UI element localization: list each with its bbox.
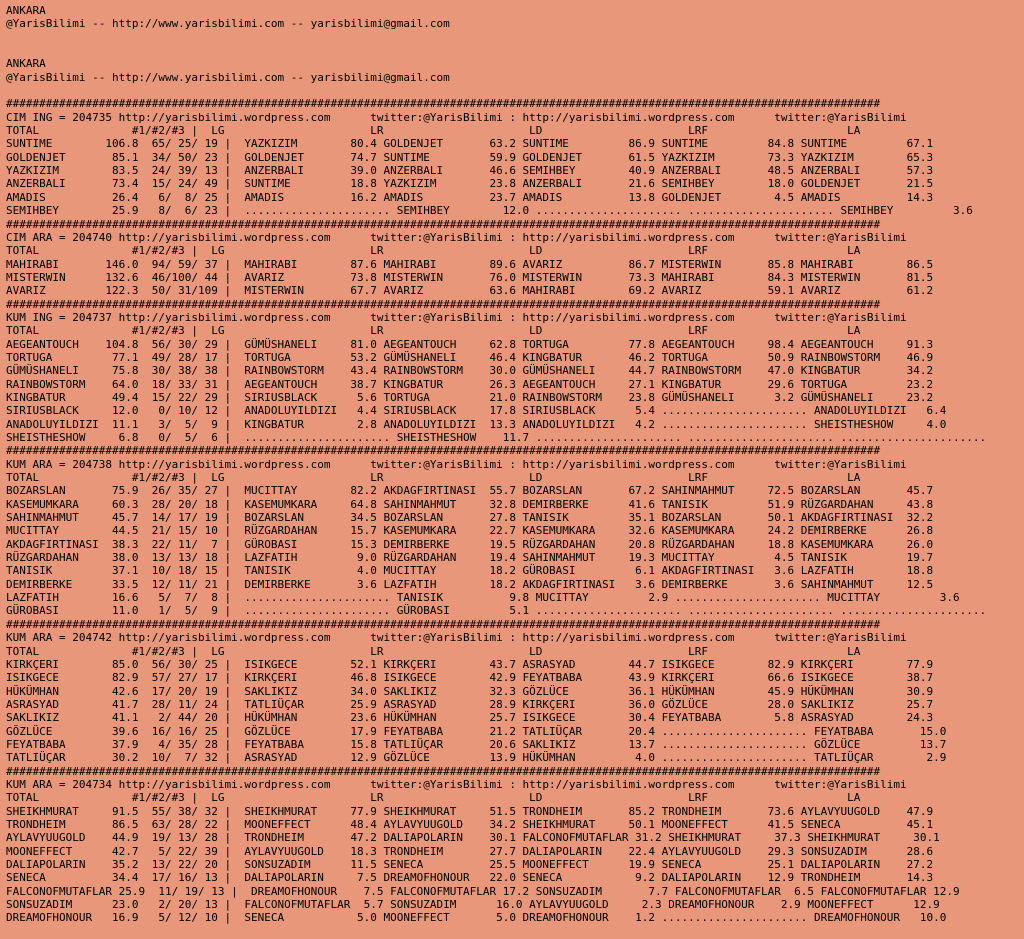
report-line: TOTAL #1/#2/#3 | LG LR LD LRF LA [6,124,861,138]
report-line: TOTAL #1/#2/#3 | LG LR LD LRF LA [6,324,861,338]
report-line: SIRIUSBLACK 12.0 0/ 10/ 12 | ANADOLUYILDIZI 4.4 SIRIUSBLACK 17.8 SIRIUSBLACK 5.4 ...................... ANADOLUYILDIZI 6.4 [6,404,947,418]
report-line: SENECA 34.4 17/ 16/ 13 | DALIAPOLARIN 7.5 DREAMOFHONOUR 22.0 SENECA 9.2 DALIAPOLARIN 12.9 TRONDHEIM 14.3 [6,871,934,885]
report-line: DEMIRBERKE 33.5 12/ 11/ 21 | DEMIRBERKE 3.6 LAZFATIH 18.2 AKDAGFIRTINASI 3.6 DEMIRBERKE 3.6 SAHINMAHMUT 12.5 [6,577,934,591]
report-line: KUM ING = 204737 http://yarisbilimi.wordpress.com twitter:@YarisBilimi : http://yarisbilimi.wordpress.com twitter:@YarisBilimi [6,310,907,324]
report-line: MUCITTAY 44.5 21/ 15/ 10 | RÜZGARDAHAN 15.7 KASEMUMKARA 22.7 KASEMUMKARA 32.6 KASEMUMKARA 24.2 DEMIRBERKE 26.8 [6,524,934,538]
report-line: ANKARA [6,57,46,71]
report-line: SONSUZADIM 23.0 2/ 20/ 13 | FALCONOFMUTAFLAR 5.7 SONSUZADIM 16.0 AYLAVYUUGOLD 2.3 DREAMOFHONOUR 2.9 MOONEFFECT 12.9 [6,898,940,912]
report-line: RÜZGARDAHAN 38.0 13/ 13/ 18 | LAZFATIH 9.0 RÜZGARDAHAN 19.4 SAHINMAHMUT 19.3 MUCITTAY 4.5 TANISIK 19.7 [6,551,934,565]
report-line: #################################################################################################################################### [6,764,881,778]
report-line: YAZKIZIM 83.5 24/ 39/ 13 | ANZERBALI 39.0 ANZERBALI 46.6 SEMIHBEY 40.9 ANZERBALI 48.5 ANZERBALI 57.3 [6,164,934,178]
report-line: #################################################################################################################################### [6,297,881,311]
blank-line [6,31,1018,44]
report-line: FEYATBABA 37.9 4/ 35/ 28 | FEYATBABA 15.8 TATLIÜÇAR 20.6 SAKLIKIZ 13.7 ...................... GÖZLÜCE 13.7 [6,737,947,751]
report-line: @YarisBilimi -- http://www.yarisbilimi.com -- yarisbilimi@gmail.com [6,17,450,31]
report-line: ANKARA [6,4,46,17]
report-line: ANZERBALI 73.4 15/ 24/ 49 | SUNTIME 18.8 YAZKIZIM 23.8 ANZERBALI 21.6 SEMIHBEY 18.0 GOLDENJET 21.5 [6,177,934,191]
report-line: FALCONOFMUTAFLAR 25.9 11/ 19/ 13 | DREAMOFHONOUR 7.5 FALCONOFMUTAFLAR 17.2 SONSUZADIM 7.7 FALCONOFMUTAFLAR 6.5 FALCONOFMUTAFLAR 12.9 [6,884,960,898]
report-line: GÜMÜSHANELI 75.8 30/ 38/ 38 | RAINBOWSTORM 43.4 RAINBOWSTORM 30.0 GÜMÜSHANELI 44.7 RAINBOWSTORM 47.0 KINGBATUR 34.2 [6,364,934,378]
report-line: TOTAL #1/#2/#3 | LG LR LD LRF LA [6,791,861,805]
report-line: #################################################################################################################################### [6,444,881,458]
report-line: DALIAPOLARIN 35.2 13/ 22/ 20 | SONSUZADIM 11.5 SENECA 25.5 MOONEFFECT 19.9 SENECA 25.1 DALIAPOLARIN 27.2 [6,858,934,871]
report-line: CIM ARA = 204740 http://yarisbilimi.wordpress.com twitter:@YarisBilimi : http://yarisbilimi.wordpress.com twitter:@YarisBilimi [6,230,907,244]
report-line: @YarisBilimi -- http://www.yarisbilimi.com -- yarisbilimi@gmail.com [6,70,450,84]
blank-line [6,44,1018,57]
report-line: GOLDENJET 85.1 34/ 50/ 23 | GOLDENJET 74.7 SUNTIME 59.9 GOLDENJET 61.5 YAZKIZIM 73.3 YAZKIZIM 65.3 [6,150,934,164]
report-line: LAZFATIH 16.6 5/ 7/ 8 | ...................... TANISIK 9.8 MUCITTAY 2.9 ...................... MUCITTAY 3.6 [6,591,960,605]
report-line: AYLAVYUUGOLD 44.9 19/ 13/ 28 | TRONDHEIM 47.2 DALIAPOLARIN 30.1 FALCONOFMUTAFLAR 31.2 SHEIKHMURAT 37.3 SHEIKHMURAT 30.1 [6,831,940,845]
report-line: TOTAL #1/#2/#3 | LG LR LD LRF LA [6,644,861,658]
report-line: TOTAL #1/#2/#3 | LG LR LD LRF LA [6,244,861,258]
report-line: TATLIÜÇAR 30.2 10/ 7/ 32 | ASRASYAD 12.9 GÖZLÜCE 13.9 HÜKÜMHAN 4.0 ...................... TATLIÜÇAR 2.9 [6,751,947,765]
report-line: MOONEFFECT 42.7 5/ 22/ 39 | AYLAVYUUGOLD 18.3 TRONDHEIM 27.7 DALIAPOLARIN 22.4 AYLAVYUUGOLD 29.3 SONSUZADIM 28.6 [6,844,934,858]
report-line: KUM ARA = 204738 http://yarisbilimi.wordpress.com twitter:@YarisBilimi : http://yarisbilimi.wordpress.com twitter:@YarisBilimi [6,457,907,471]
report-line: ASRASYAD 41.7 28/ 11/ 24 | TATLIÜÇAR 25.9 ASRASYAD 28.9 KIRKÇERI 36.0 GÖZLÜCE 28.0 SAKLIKIZ 25.7 [6,697,934,711]
report-line: SHEISTHESHOW 6.8 0/ 5/ 6 | ...................... SHEISTHESHOW 11.7 ...................... ...................... ...................... [6,431,987,444]
report-line: KASEMUMKARA 60.3 28/ 20/ 18 | KASEMUMKARA 64.8 SAHINMAHMUT 32.8 DEMIRBERKE 41.6 TANISIK 51.9 RÜZGARDAHAN 43.8 [6,497,934,511]
report-line: KUM ARA = 204742 http://yarisbilimi.wordpress.com twitter:@YarisBilimi : http://yarisbilimi.wordpress.com twitter:@YarisBilimi [6,631,907,645]
report-line: #################################################################################################################################### [6,617,881,631]
report-line: TRONDHEIM 86.5 63/ 28/ 22 | MOONEFFECT 48.4 AYLAVYUUGOLD 34.2 SHEIKHMURAT 50.1 MOONEFFECT 41.5 SENECA 45.1 [6,817,934,831]
report-line: MAHIRABI 146.0 94/ 59/ 37 | MAHIRABI 87.6 MAHIRABI 89.6 AVARIZ 86.7 MISTERWIN 85.8 MAHIRABI 86.5 [6,257,934,271]
report-line: SAKLIKIZ 41.1 2/ 44/ 20 | HÜKÜMHAN 23.6 HÜKÜMHAN 25.7 ISIKGECE 30.4 FEYATBABA 5.8 ASRASYAD 24.3 [6,711,934,725]
report-line: AVARIZ 122.3 50/ 31/109 | MISTERWIN 67.7 AVARIZ 63.6 MAHIRABI 69.2 AVARIZ 59.1 AVARIZ 61.2 [6,284,934,298]
report-line: DREAMOFHONOUR 16.9 5/ 12/ 10 | SENECA 5.0 MOONEFFECT 5.0 DREAMOFHONOUR 1.2 ...................... DREAMOFHONOUR 10.0 [6,911,947,925]
report-line: AEGEANTOUCH 104.8 56/ 30/ 29 | GÜMÜSHANELI 81.0 AEGEANTOUCH 62.8 TORTUGA 77.8 AEGEANTOUCH 98.4 AEGEANTOUCH 91.3 [6,337,934,351]
report-line: SHEIKHMURAT 91.5 55/ 38/ 32 | SHEIKHMURAT 77.9 SHEIKHMURAT 51.5 TRONDHEIM 85.2 TRONDHEIM 73.6 AYLAVYUUGOLD 47.9 [6,804,934,818]
report-line: SUNTIME 106.8 65/ 25/ 19 | YAZKIZIM 80.4 GOLDENJET 63.2 SUNTIME 86.9 SUNTIME 84.8 SUNTIME 67.1 [6,137,934,151]
report-line: HÜKÜMHAN 42.6 17/ 20/ 19 | SAKLIKIZ 34.0 SAKLIKIZ 32.3 GÖZLÜCE 36.1 HÜKÜMHAN 45.9 HÜKÜMHAN 30.9 [6,684,934,698]
report-line: CIM ING = 204735 http://yarisbilimi.wordpress.com twitter:@YarisBilimi : http://yarisbilimi.wordpress.com twitter:@YarisBilimi [6,110,907,124]
report-line: SAHINMAHMUT 45.7 14/ 17/ 19 | BOZARSLAN 34.5 BOZARSLAN 27.8 TANISIK 35.1 BOZARSLAN 50.1 AKDAGFIRTINASI 32.2 [6,511,934,525]
report-line: SEMIHBEY 25.9 8/ 6/ 23 | ...................... SEMIHBEY 12.0 ...................... ...................... SEMIHBEY 3.6 [6,204,973,218]
report-line: #################################################################################################################################### [6,217,881,231]
report-line: KIRKÇERI 85.0 56/ 30/ 25 | ISIKGECE 52.1 KIRKÇERI 43.7 ASRASYAD 44.7 ISIKGECE 82.9 KIRKÇERI 77.9 [6,657,934,671]
report-line: KINGBATUR 49.4 15/ 22/ 29 | SIRIUSBLACK 5.6 TORTUGA 21.0 RAINBOWSTORM 23.8 GÜMÜSHANELI 3.2 GÜMÜSHANELI 23.2 [6,390,934,404]
report-line: ANADOLUYILDIZI 11.1 3/ 5/ 9 | KINGBATUR 2.8 ANADOLUYILDIZI 13.3 ANADOLUYILDIZI 4.2 ...................... SHEISTHESHOW 4.0 [6,417,947,431]
report-line: #################################################################################################################################### [6,97,881,111]
report-line: BOZARSLAN 75.9 26/ 35/ 27 | MUCITTAY 82.2 AKDAGFIRTINASI 55.7 BOZARSLAN 67.2 SAHINMAHMUT 72.5 BOZARSLAN 45.7 [6,484,934,498]
report-line: GÖZLÜCE 39.6 16/ 16/ 25 | GÖZLÜCE 17.9 FEYATBABA 21.2 TATLIÜÇAR 20.4 ...................... FEYATBABA 15.0 [6,724,947,738]
report-line: KUM ARA = 204734 http://yarisbilimi.wordpress.com twitter:@YarisBilimi : http://yarisbilimi.wordpress.com twitter:@YarisBilimi [6,777,907,791]
report-line: GÜROBASI 11.0 1/ 5/ 9 | ...................... GÜROBASI 5.1 ...................... ...................... ...................... [6,604,987,618]
blank-line [6,84,1018,97]
report-line: TORTUGA 77.1 49/ 28/ 17 | TORTUGA 53.2 GÜMÜSHANELI 46.4 KINGBATUR 46.2 TORTUGA 50.9 RAINBOWSTORM 46.9 [6,350,934,364]
report-line: TOTAL #1/#2/#3 | LG LR LD LRF LA [6,471,861,485]
report-line: AKDAGFIRTINASI 38.3 22/ 11/ 7 | GÜROBASI 15.3 DEMIRBERKE 19.5 RÜZGARDAHAN 20.8 RÜZGARDAHAN 18.8 KASEMUMKARA 26.0 [6,537,934,551]
report-line: TANISIK 37.1 10/ 18/ 15 | TANISIK 4.0 MUCITTAY 18.2 GÜROBASI 6.1 AKDAGFIRTINASI 3.6 LAZFATIH 18.8 [6,564,934,578]
report-line: AMADIS 26.4 6/ 8/ 25 | AMADIS 16.2 AMADIS 23.7 AMADIS 13.8 GOLDENJET 4.5 AMADIS 14.3 [6,190,934,204]
report-line: ISIKGECE 82.9 57/ 27/ 17 | KIRKÇERI 46.8 ISIKGECE 42.9 FEYATBABA 43.9 KIRKÇERI 66.6 ISIKGECE 38.7 [6,671,934,685]
report-line: RAINBOWSTORM 64.0 18/ 33/ 31 | AEGEANTOUCH 38.7 KINGBATUR 26.3 AEGEANTOUCH 27.1 KINGBATUR 29.6 TORTUGA 23.2 [6,377,934,391]
report-line: MISTERWIN 132.6 46/100/ 44 | AVARIZ 73.8 MISTERWIN 76.0 MISTERWIN 73.3 MAHIRABI 84.3 MISTERWIN 81.5 [6,270,934,284]
